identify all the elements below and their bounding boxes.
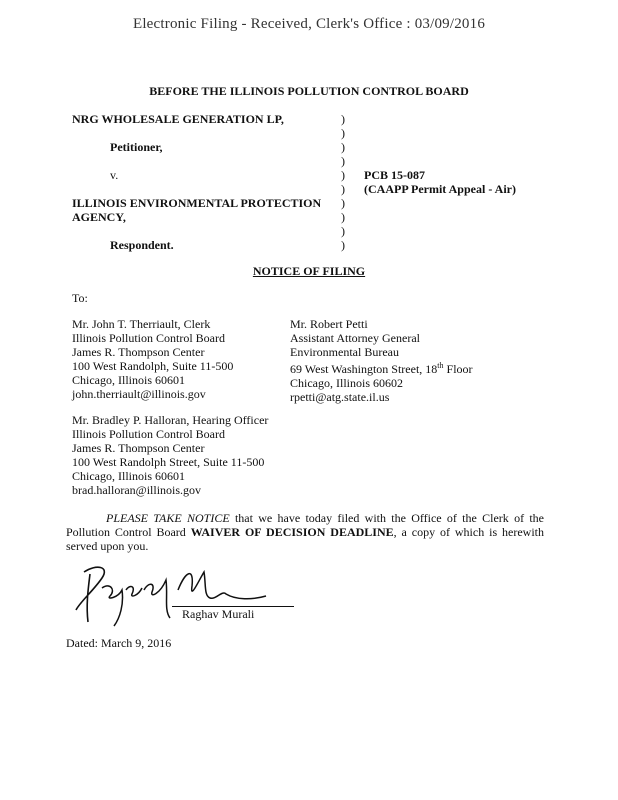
notice-paragraph: PLEASE TAKE NOTICE that we have today filed with the Office of the Clerk of the Pollution Control Board WAIVER OF DECISION DEADLINE, a copy of which is herewith served upon you. xyxy=(66,511,545,553)
dated-line: Dated: March 9, 2016 xyxy=(66,636,172,650)
clerk-email[interactable]: john.therriault@illinois.gov xyxy=(72,387,206,401)
hearing-officer-address: Mr. Bradley P. Halloran, Hearing Officer Illinois Pollution Control Board James R. Thompson Center 100 West Randolph Street, Suite 11-500 Chicago, Illinois 60601 brad.halloran@illinois.gov xyxy=(72,413,269,497)
ag-email[interactable]: rpetti@atg.state.il.us xyxy=(290,390,390,404)
ag-address: Mr. Robert Petti Assistant Attorney General Environmental Bureau 69 West Washington Street, 18th Floor Chicago, Illinois 60602 rpetti@atg.state.il.us xyxy=(290,317,473,404)
board-title: BEFORE THE ILLINOIS POLLUTION CONTROL BOARD xyxy=(149,84,469,98)
filing-stamp: Electronic Filing - Received, Clerk's Office : 03/09/2016 xyxy=(132,16,486,32)
respondent-role: Respondent. xyxy=(110,238,174,252)
versus: v. xyxy=(110,168,119,182)
notice-title: NOTICE OF FILING xyxy=(252,264,366,278)
caption-divider: ) ) ) ) ) ) ) ) ) ) xyxy=(341,112,345,252)
to-label: To: xyxy=(72,291,88,305)
respondent-name-line2: AGENCY, xyxy=(72,210,126,224)
signer-name: Raghav Murali xyxy=(182,607,255,621)
respondent-name-line1: ILLINOIS ENVIRONMENTAL PROTECTION xyxy=(72,196,322,210)
petitioner-name: NRG WHOLESALE GENERATION LP, xyxy=(72,112,284,126)
clerk-address: Mr. John T. Therriault, Clerk Illinois Pollution Control Board James R. Thompson Center 100 West Randolph, Suite 11-500 Chicago, Illinois 60601 john.therriault@illinois.gov xyxy=(72,317,234,401)
petitioner-role: Petitioner, xyxy=(110,140,163,154)
hearing-officer-email[interactable]: brad.halloran@illinois.gov xyxy=(72,483,202,497)
case-type: (CAAPP Permit Appeal - Air) xyxy=(364,182,516,196)
case-number: PCB 15-087 xyxy=(364,168,425,182)
